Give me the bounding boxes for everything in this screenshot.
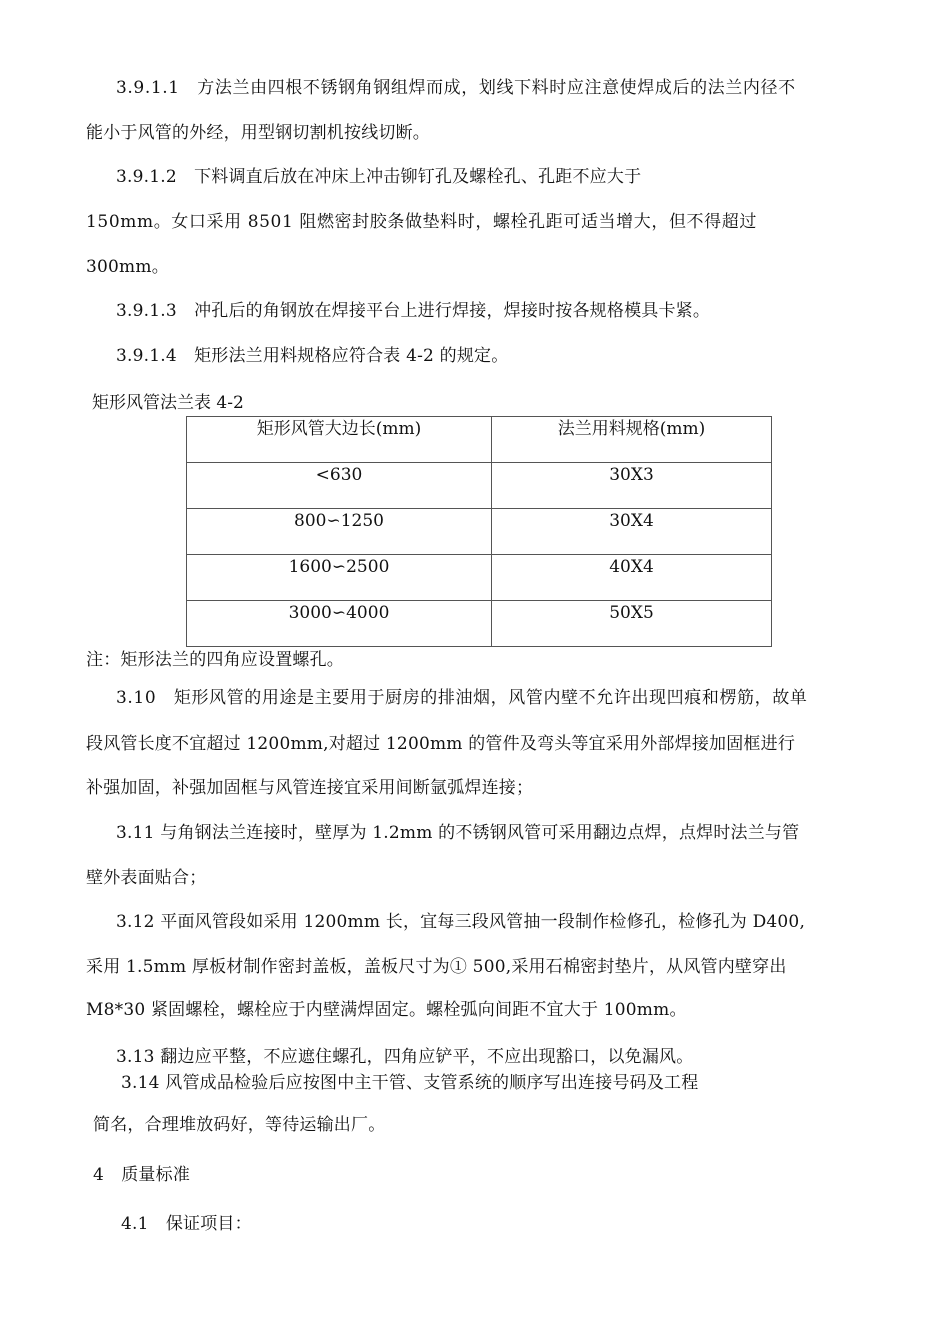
table-header-cell (187, 417, 492, 463)
section-3-14-line-2: 简名，合理堆放码好，等待运输出厂。 (93, 1115, 386, 1135)
section-heading-quality-standard: 4 质量标准 (93, 1165, 191, 1185)
flange-spec-table (186, 416, 772, 647)
section-3-14-line-1: 3.14 风管成品检验后应按图中主干管、支管系统的顺序写出连接号码及工程 (121, 1073, 699, 1093)
table-cell (187, 555, 492, 601)
table-header-cell (492, 417, 772, 463)
section-3-13: 3.13 翻边应平整，不应遮住螺孔，四角应铲平，不应出现豁口，以免漏风。 (116, 1047, 694, 1067)
table-note: 注：矩形法兰的四角应设置螺孔。 (86, 650, 344, 670)
section-3-12-line-3: M8*30 紧固螺栓，螺栓应于内壁满焊固定。螺栓弧向间距不宜大于 100mm。 (86, 1000, 687, 1020)
cell-duct-size: 800∽1250 (294, 511, 384, 531)
table-caption: 矩形风管法兰表 4-2 (92, 393, 244, 413)
table-cell (187, 463, 492, 509)
table-row (187, 555, 772, 601)
table-row (187, 509, 772, 555)
header-duct-long-side: 矩形风管大边长(mm) (256, 419, 422, 439)
table-row (187, 463, 772, 509)
cell-flange-spec: 40X4 (609, 557, 654, 577)
paragraph-3-9-1-2-line-3: 300mm。 (86, 257, 169, 277)
section-3-11-line-2: 壁外表面贴合； (86, 868, 207, 888)
cell-duct-size: 3000∽4000 (288, 603, 390, 623)
paragraph-3-9-1-1-line-2: 能小于风管的外经，用型钢切割机按线切断。 (86, 123, 430, 143)
table-row (187, 601, 772, 647)
section-3-10-line-2: 段风管长度不宜超过 1200mm,对超过 1200mm 的管件及弯头等宜采用外部焊接加固框进行 (86, 734, 796, 754)
paragraph-3-9-1-1-line-1: 3.9.1.1 方法兰由四根不锈钢角钢组焊而成，划线下料时应注意使焊成后的法兰内径不 (116, 78, 796, 98)
cell-duct-size: <630 (315, 465, 363, 485)
table-header-row (187, 417, 772, 463)
section-3-12-line-1: 3.12 平面风管段如采用 1200mm 长，宜每三段风管抽一段制作检修孔，检修孔为 D400, (116, 912, 806, 932)
table-cell (492, 463, 772, 509)
header-flange-material-spec: 法兰用料规格(mm) (557, 419, 706, 439)
table-cell (187, 601, 492, 647)
paragraph-3-9-1-2-line-2: 150mm。女口采用 8501 阻燃密封胶条做垫料时，螺栓孔距可适当增大，但不得超过 (86, 212, 757, 232)
paragraph-3-9-1-4: 3.9.1.4 矩形法兰用料规格应符合表 4-2 的规定。 (116, 346, 509, 366)
cell-flange-spec: 30X3 (609, 465, 654, 485)
cell-flange-spec: 30X4 (609, 511, 654, 531)
paragraph-3-9-1-2-line-1: 3.9.1.2 下料调直后放在冲床上冲击铆钉孔及螺栓孔、孔距不应大于 (116, 167, 642, 187)
section-3-12-line-2: 采用 1.5mm 厚板材制作密封盖板，盖板尺寸为① 500,采用石棉密封垫片，从风管内壁穿出 (86, 957, 787, 977)
section-3-11-line-1: 3.11 与角钢法兰连接时，壁厚为 1.2mm 的不锈钢风管可采用翻边点焊，点焊时法兰与管 (116, 823, 800, 843)
subsection-heading-guarantee-items: 4.1 保证项目： (121, 1214, 252, 1234)
section-3-10-line-1: 3.10 矩形风管的用途是主要用于厨房的排油烟，风管内壁不允许出现凹痕和楞筋，故单 (116, 688, 808, 708)
table-cell (492, 601, 772, 647)
table-cell (492, 555, 772, 601)
paragraph-3-9-1-3: 3.9.1.3 冲孔后的角钢放在焊接平台上进行焊接，焊接时按各规格模具卡紧。 (116, 301, 711, 321)
section-3-10-line-3: 补强加固，补强加固框与风管连接宜采用间断氩弧焊连接； (86, 778, 534, 798)
cell-flange-spec: 50X5 (609, 603, 654, 623)
table-cell (187, 509, 492, 555)
table-cell (492, 509, 772, 555)
cell-duct-size: 1600∽2500 (288, 557, 390, 577)
